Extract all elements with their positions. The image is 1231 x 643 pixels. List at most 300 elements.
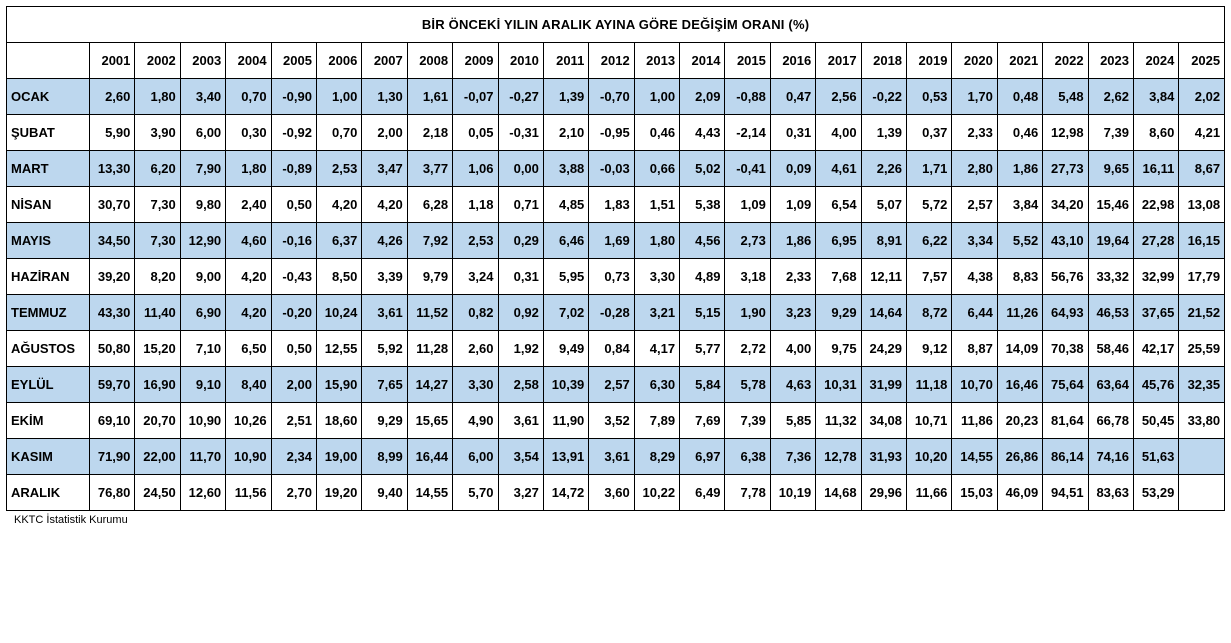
cell: 8,83 xyxy=(997,259,1042,295)
cell: 2,73 xyxy=(725,223,770,259)
cell: 8,50 xyxy=(316,259,361,295)
cell: 3,21 xyxy=(634,295,679,331)
cell: 4,63 xyxy=(770,367,815,403)
cell: 10,71 xyxy=(907,403,952,439)
cell: 14,55 xyxy=(407,475,452,511)
cell: 4,56 xyxy=(680,223,725,259)
cell: 16,11 xyxy=(1133,151,1178,187)
cell: 6,20 xyxy=(135,151,180,187)
cell: 1,90 xyxy=(725,295,770,331)
cell: 7,36 xyxy=(770,439,815,475)
cell: 0,53 xyxy=(907,79,952,115)
cell: 3,54 xyxy=(498,439,543,475)
cell: 5,72 xyxy=(907,187,952,223)
table-row xyxy=(7,223,1225,259)
cell: 7,78 xyxy=(725,475,770,511)
cell: 6,97 xyxy=(680,439,725,475)
cell: 9,79 xyxy=(407,259,452,295)
cell: 34,50 xyxy=(90,223,135,259)
year-header-2016: 2016 xyxy=(770,43,815,79)
cell: 14,68 xyxy=(816,475,861,511)
cell: 7,30 xyxy=(135,223,180,259)
cell: 37,65 xyxy=(1133,295,1178,331)
cell: 81,64 xyxy=(1043,403,1088,439)
cell: 7,90 xyxy=(180,151,225,187)
cell: 34,08 xyxy=(861,403,906,439)
year-header-2014: 2014 xyxy=(680,43,725,79)
cell: 71,90 xyxy=(90,439,135,475)
cell: 3,40 xyxy=(180,79,225,115)
year-header-2018: 2018 xyxy=(861,43,906,79)
cell: 6,30 xyxy=(634,367,679,403)
year-header-2010: 2010 xyxy=(498,43,543,79)
cell: 0,70 xyxy=(316,115,361,151)
cell: 8,91 xyxy=(861,223,906,259)
cell: 1,86 xyxy=(997,151,1042,187)
row-label-eylul: EYLÜL xyxy=(7,367,90,403)
cell: 4,20 xyxy=(226,295,271,331)
cell: 6,00 xyxy=(453,439,498,475)
cell: 15,46 xyxy=(1088,187,1133,223)
cell: 59,70 xyxy=(90,367,135,403)
cell: 10,20 xyxy=(907,439,952,475)
cell: 0,05 xyxy=(453,115,498,151)
cell: 16,44 xyxy=(407,439,452,475)
cell: 11,90 xyxy=(543,403,588,439)
cell: 3,23 xyxy=(770,295,815,331)
cell: 10,31 xyxy=(816,367,861,403)
cell: 5,78 xyxy=(725,367,770,403)
cell: 2,51 xyxy=(271,403,316,439)
cell: -0,07 xyxy=(453,79,498,115)
cell: 50,45 xyxy=(1133,403,1178,439)
cell: -2,14 xyxy=(725,115,770,151)
cell: 1,18 xyxy=(453,187,498,223)
year-header-2012: 2012 xyxy=(589,43,634,79)
cell: 2,33 xyxy=(770,259,815,295)
cell: 8,60 xyxy=(1133,115,1178,151)
cell: 15,03 xyxy=(952,475,997,511)
cell: 13,08 xyxy=(1179,187,1225,223)
cell: 7,30 xyxy=(135,187,180,223)
cell: 6,38 xyxy=(725,439,770,475)
cell: 14,72 xyxy=(543,475,588,511)
table-row xyxy=(7,295,1225,331)
cell: 1,80 xyxy=(226,151,271,187)
cell: 6,50 xyxy=(226,331,271,367)
table-row xyxy=(7,403,1225,439)
cell: 2,70 xyxy=(271,475,316,511)
cell: 1,09 xyxy=(725,187,770,223)
cell: 2,10 xyxy=(543,115,588,151)
cell: 3,34 xyxy=(952,223,997,259)
cell: 10,90 xyxy=(180,403,225,439)
year-header-2023: 2023 xyxy=(1088,43,1133,79)
cell: 4,90 xyxy=(453,403,498,439)
cell: 32,99 xyxy=(1133,259,1178,295)
cell: 8,67 xyxy=(1179,151,1225,187)
cell: 2,40 xyxy=(226,187,271,223)
cell: 7,02 xyxy=(543,295,588,331)
cell: 25,59 xyxy=(1179,331,1225,367)
cell: 3,24 xyxy=(453,259,498,295)
cell: 2,80 xyxy=(952,151,997,187)
cell: 10,39 xyxy=(543,367,588,403)
cell: 43,10 xyxy=(1043,223,1088,259)
cell: 5,84 xyxy=(680,367,725,403)
cell: 26,86 xyxy=(997,439,1042,475)
cell: 13,91 xyxy=(543,439,588,475)
cell: -0,90 xyxy=(271,79,316,115)
cell: 1,09 xyxy=(770,187,815,223)
year-header-2013: 2013 xyxy=(634,43,679,79)
cell: 0,09 xyxy=(770,151,815,187)
cell: 6,22 xyxy=(907,223,952,259)
cell: 58,46 xyxy=(1088,331,1133,367)
cell: -0,92 xyxy=(271,115,316,151)
cell: -0,89 xyxy=(271,151,316,187)
cell: 20,23 xyxy=(997,403,1042,439)
cell: 1,80 xyxy=(135,79,180,115)
cell: -0,95 xyxy=(589,115,634,151)
cell: 1,71 xyxy=(907,151,952,187)
cell: 83,63 xyxy=(1088,475,1133,511)
cell: 9,00 xyxy=(180,259,225,295)
cell: 6,90 xyxy=(180,295,225,331)
cell: 46,53 xyxy=(1088,295,1133,331)
cell: 0,31 xyxy=(770,115,815,151)
cell: -0,27 xyxy=(498,79,543,115)
table-row xyxy=(7,79,1225,115)
cell: 1,30 xyxy=(362,79,407,115)
table-row xyxy=(7,115,1225,151)
row-label-mayis: MAYIS xyxy=(7,223,90,259)
cell: 11,26 xyxy=(997,295,1042,331)
cell: 0,30 xyxy=(226,115,271,151)
cell: 11,86 xyxy=(952,403,997,439)
cell: 53,29 xyxy=(1133,475,1178,511)
cell: 1,06 xyxy=(453,151,498,187)
cell: 4,61 xyxy=(816,151,861,187)
cell xyxy=(1179,475,1225,511)
cell: 94,51 xyxy=(1043,475,1088,511)
cell: 1,69 xyxy=(589,223,634,259)
cell: 7,92 xyxy=(407,223,452,259)
cell: 0,50 xyxy=(271,187,316,223)
cell: 3,27 xyxy=(498,475,543,511)
cell: 2,57 xyxy=(952,187,997,223)
cell: 2,33 xyxy=(952,115,997,151)
cell: 2,56 xyxy=(816,79,861,115)
cell: 0,73 xyxy=(589,259,634,295)
cell: 42,17 xyxy=(1133,331,1178,367)
cell: 27,28 xyxy=(1133,223,1178,259)
cell: 24,50 xyxy=(135,475,180,511)
cell: 8,99 xyxy=(362,439,407,475)
cell: 14,64 xyxy=(861,295,906,331)
cell: 1,92 xyxy=(498,331,543,367)
year-header-2025: 2025 xyxy=(1179,43,1225,79)
row-label-ekim: EKİM xyxy=(7,403,90,439)
cell: 7,68 xyxy=(816,259,861,295)
cell: 16,15 xyxy=(1179,223,1225,259)
cell: 4,00 xyxy=(816,115,861,151)
cell: 3,61 xyxy=(589,439,634,475)
cell: 43,30 xyxy=(90,295,135,331)
cell: -0,20 xyxy=(271,295,316,331)
cell: 4,85 xyxy=(543,187,588,223)
cell: 0,29 xyxy=(498,223,543,259)
cell: 5,90 xyxy=(90,115,135,151)
table-row xyxy=(7,331,1225,367)
cell: 2,00 xyxy=(271,367,316,403)
cell: 7,39 xyxy=(1088,115,1133,151)
cell: 2,62 xyxy=(1088,79,1133,115)
row-label-ocak: OCAK xyxy=(7,79,90,115)
table-row xyxy=(7,187,1225,223)
year-header-2002: 2002 xyxy=(135,43,180,79)
cell: 2,53 xyxy=(316,151,361,187)
corner-header-cell xyxy=(7,43,90,79)
cell: 63,64 xyxy=(1088,367,1133,403)
cell: 6,54 xyxy=(816,187,861,223)
cell: 3,30 xyxy=(453,367,498,403)
cell: 15,20 xyxy=(135,331,180,367)
cell: 12,90 xyxy=(180,223,225,259)
cell: 4,20 xyxy=(316,187,361,223)
cell: 1,39 xyxy=(861,115,906,151)
cell: 2,57 xyxy=(589,367,634,403)
cell: 4,17 xyxy=(634,331,679,367)
year-header-2019: 2019 xyxy=(907,43,952,79)
cell: 11,70 xyxy=(180,439,225,475)
cell: 0,82 xyxy=(453,295,498,331)
cell: 11,18 xyxy=(907,367,952,403)
cell: 1,51 xyxy=(634,187,679,223)
year-header-2015: 2015 xyxy=(725,43,770,79)
cell: 6,28 xyxy=(407,187,452,223)
cell: 7,89 xyxy=(634,403,679,439)
cell: 27,73 xyxy=(1043,151,1088,187)
cell: 4,38 xyxy=(952,259,997,295)
cell: 16,46 xyxy=(997,367,1042,403)
cell: 66,78 xyxy=(1088,403,1133,439)
cell: 1,39 xyxy=(543,79,588,115)
cell: 8,72 xyxy=(907,295,952,331)
cell: 3,90 xyxy=(135,115,180,151)
cell: 0,47 xyxy=(770,79,815,115)
cell: 12,55 xyxy=(316,331,361,367)
cell: 12,11 xyxy=(861,259,906,295)
cell: 18,60 xyxy=(316,403,361,439)
cell: 2,02 xyxy=(1179,79,1225,115)
cell: 2,58 xyxy=(498,367,543,403)
cell: 3,61 xyxy=(498,403,543,439)
cell: 2,26 xyxy=(861,151,906,187)
cell: 5,15 xyxy=(680,295,725,331)
cell: 19,20 xyxy=(316,475,361,511)
cell: 70,38 xyxy=(1043,331,1088,367)
cell: 5,38 xyxy=(680,187,725,223)
cell: 10,90 xyxy=(226,439,271,475)
cell: 6,00 xyxy=(180,115,225,151)
cell: 11,52 xyxy=(407,295,452,331)
cell: 3,30 xyxy=(634,259,679,295)
cell: 15,90 xyxy=(316,367,361,403)
cell: 1,70 xyxy=(952,79,997,115)
table-row xyxy=(7,367,1225,403)
cell: 0,66 xyxy=(634,151,679,187)
year-header-2004: 2004 xyxy=(226,43,271,79)
cell: 22,98 xyxy=(1133,187,1178,223)
cell: 1,00 xyxy=(316,79,361,115)
cell: 39,20 xyxy=(90,259,135,295)
cell: 2,72 xyxy=(725,331,770,367)
cell: 11,28 xyxy=(407,331,452,367)
cell: 3,61 xyxy=(362,295,407,331)
year-header-2001: 2001 xyxy=(90,43,135,79)
cell: 45,76 xyxy=(1133,367,1178,403)
cell: 6,44 xyxy=(952,295,997,331)
cell: 9,12 xyxy=(907,331,952,367)
cell: -0,88 xyxy=(725,79,770,115)
cell: -0,41 xyxy=(725,151,770,187)
cell: 19,64 xyxy=(1088,223,1133,259)
cell: 3,60 xyxy=(589,475,634,511)
cell: 17,79 xyxy=(1179,259,1225,295)
row-label-mart: MART xyxy=(7,151,90,187)
cell: 0,70 xyxy=(226,79,271,115)
cell: 5,70 xyxy=(453,475,498,511)
cell: 3,84 xyxy=(1133,79,1178,115)
cell: 5,92 xyxy=(362,331,407,367)
cell: 2,18 xyxy=(407,115,452,151)
cell: 6,37 xyxy=(316,223,361,259)
cell: -0,43 xyxy=(271,259,316,295)
cell: 4,43 xyxy=(680,115,725,151)
cell: 8,87 xyxy=(952,331,997,367)
year-header-2005: 2005 xyxy=(271,43,316,79)
cell: 10,22 xyxy=(634,475,679,511)
year-header-2022: 2022 xyxy=(1043,43,1088,79)
title-row xyxy=(7,7,1225,43)
cell: 7,39 xyxy=(725,403,770,439)
cell: 6,49 xyxy=(680,475,725,511)
cell: 1,83 xyxy=(589,187,634,223)
cell: 9,29 xyxy=(816,295,861,331)
cell: 0,50 xyxy=(271,331,316,367)
table-row xyxy=(7,475,1225,511)
cell: 12,60 xyxy=(180,475,225,511)
cell: 2,53 xyxy=(453,223,498,259)
cell xyxy=(1179,439,1225,475)
cell: 3,47 xyxy=(362,151,407,187)
cell: 1,80 xyxy=(634,223,679,259)
row-label-kasim: KASIM xyxy=(7,439,90,475)
cell: 8,40 xyxy=(226,367,271,403)
cell: 11,56 xyxy=(226,475,271,511)
cell: 12,98 xyxy=(1043,115,1088,151)
table-row xyxy=(7,151,1225,187)
cell: 8,20 xyxy=(135,259,180,295)
cell: 3,39 xyxy=(362,259,407,295)
cell: -0,16 xyxy=(271,223,316,259)
cell: 74,16 xyxy=(1088,439,1133,475)
cell: 11,40 xyxy=(135,295,180,331)
cell: 14,27 xyxy=(407,367,452,403)
cell: 64,93 xyxy=(1043,295,1088,331)
cell: 32,35 xyxy=(1179,367,1225,403)
cell: 3,88 xyxy=(543,151,588,187)
year-header-row xyxy=(7,43,1225,79)
table-body xyxy=(7,7,1225,511)
cell: 9,49 xyxy=(543,331,588,367)
year-header-2024: 2024 xyxy=(1133,43,1178,79)
cell: 24,29 xyxy=(861,331,906,367)
cell: 0,31 xyxy=(498,259,543,295)
change-rate-table xyxy=(6,6,1225,511)
cell: 9,80 xyxy=(180,187,225,223)
cell: 7,69 xyxy=(680,403,725,439)
cell: 51,63 xyxy=(1133,439,1178,475)
year-header-2007: 2007 xyxy=(362,43,407,79)
cell: 0,84 xyxy=(589,331,634,367)
cell: 4,89 xyxy=(680,259,725,295)
cell: 0,46 xyxy=(997,115,1042,151)
cell: 22,00 xyxy=(135,439,180,475)
cell: 0,92 xyxy=(498,295,543,331)
cell: 7,57 xyxy=(907,259,952,295)
cell: 7,65 xyxy=(362,367,407,403)
year-header-2017: 2017 xyxy=(816,43,861,79)
cell: 9,10 xyxy=(180,367,225,403)
cell: 2,60 xyxy=(453,331,498,367)
cell: 3,52 xyxy=(589,403,634,439)
cell: 9,29 xyxy=(362,403,407,439)
cell: 50,80 xyxy=(90,331,135,367)
row-label-aralik: ARALIK xyxy=(7,475,90,511)
cell: 1,86 xyxy=(770,223,815,259)
cell: 33,32 xyxy=(1088,259,1133,295)
cell: 5,52 xyxy=(997,223,1042,259)
cell: 12,78 xyxy=(816,439,861,475)
cell: 5,48 xyxy=(1043,79,1088,115)
cell: 2,00 xyxy=(362,115,407,151)
row-label-agustos: AĞUSTOS xyxy=(7,331,90,367)
cell: 8,29 xyxy=(634,439,679,475)
cell: 10,19 xyxy=(770,475,815,511)
row-label-subat: ŞUBAT xyxy=(7,115,90,151)
cell: 10,70 xyxy=(952,367,997,403)
cell: 76,80 xyxy=(90,475,135,511)
cell: 9,75 xyxy=(816,331,861,367)
cell: 9,40 xyxy=(362,475,407,511)
cell: 0,71 xyxy=(498,187,543,223)
cell: 7,10 xyxy=(180,331,225,367)
cell: -0,28 xyxy=(589,295,634,331)
cell: 4,26 xyxy=(362,223,407,259)
year-header-2006: 2006 xyxy=(316,43,361,79)
cell: 6,95 xyxy=(816,223,861,259)
cell: 5,02 xyxy=(680,151,725,187)
cell: -0,70 xyxy=(589,79,634,115)
cell: 4,00 xyxy=(770,331,815,367)
row-label-temmuz: TEMMUZ xyxy=(7,295,90,331)
cell: -0,31 xyxy=(498,115,543,151)
cell: 5,07 xyxy=(861,187,906,223)
cell: 4,20 xyxy=(226,259,271,295)
cell: 10,24 xyxy=(316,295,361,331)
